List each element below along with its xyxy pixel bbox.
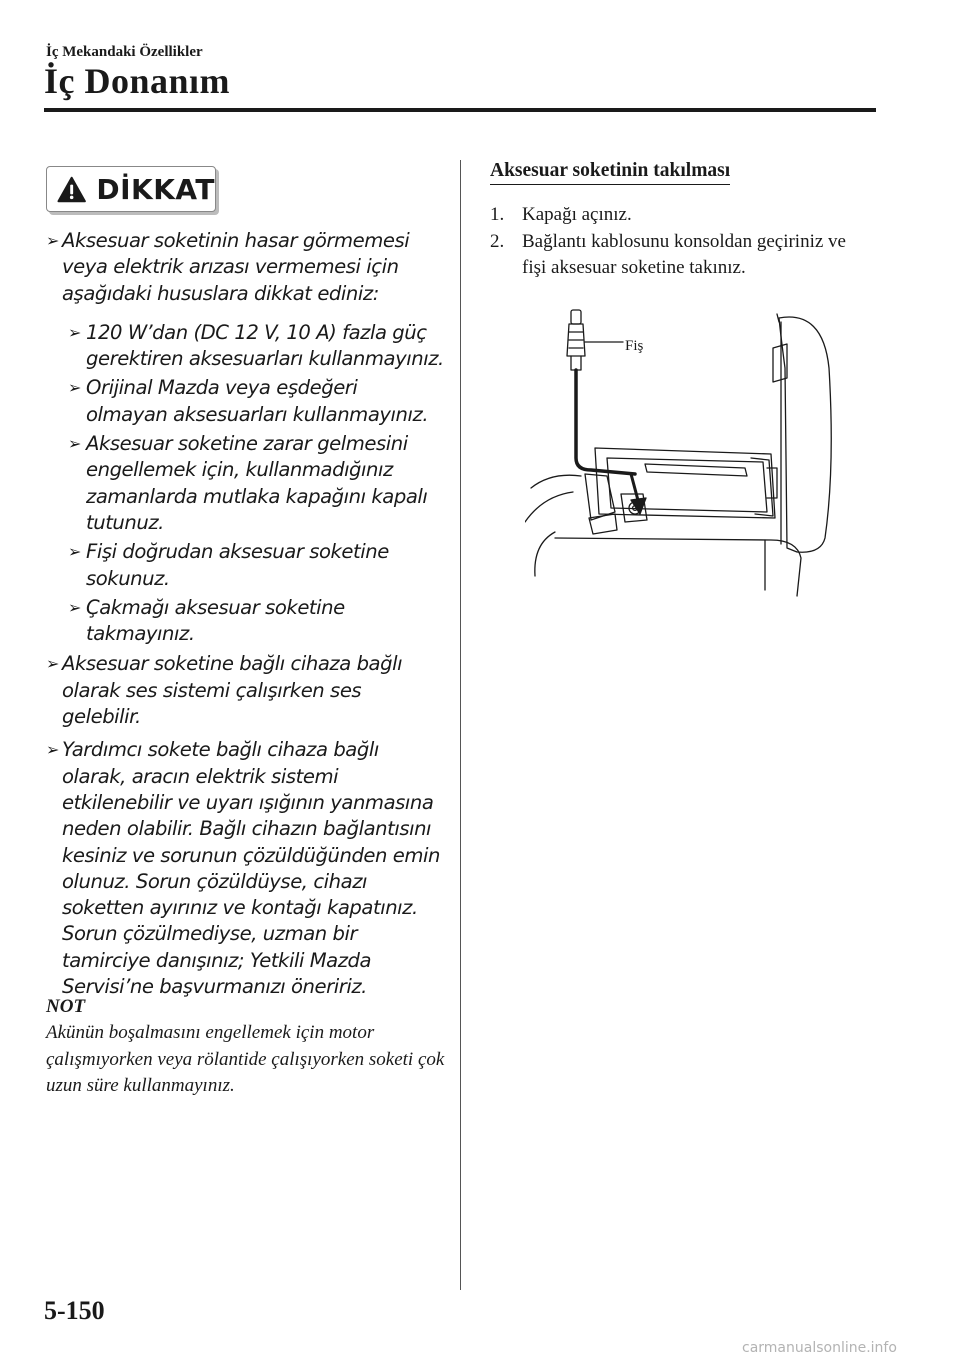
bullet-arrow-icon: ➢ [68,597,81,617]
console-socket-drawing [525,308,845,598]
warning-triangle-icon [57,176,86,203]
bullet-arrow-icon: ➢ [46,654,59,674]
bullet-arrow-icon: ➢ [46,740,59,760]
sub-list-item [44,431,444,536]
section-name: İç Mekandaki Özellikler [46,44,203,60]
page-title: İç Donanım [44,61,231,101]
bullet-arrow-icon: ➢ [68,434,81,454]
sub-list-item-text: Aksesuar soketine zarar gelmesini engellemek için, kullanmadığınız zamanlarda mutlaka kapağını kapalı tutunuz. [86,432,428,534]
list-item [44,737,444,1000]
bullet-arrow-icon: ➢ [68,322,81,342]
list-item-text: Aksesuar soketinin hasar görmemesi veya elektrik arızası vermemesi için aşağıdaki hususlara dikkat ediniz: [62,229,410,305]
sub-list-item-text: 120 W’dan (DC 12 V, 10 A) fazla güç gerektiren aksesuarları kullanmayınız. [86,320,444,371]
bullet-arrow-icon: ➢ [68,378,81,398]
list-item-text: Aksesuar soketine bağlı cihaza bağlı olarak ses sistemi çalışırken ses gelebilir. [62,652,403,729]
step-list [490,202,870,282]
note-text: Akünün boşalmasını engellemek için motor çalışmıyorken veya rölantide çalışıyorken soketi çok uzun süre kullanmayınız. [46,1022,445,1096]
watermark: carmanualsonline.info [742,1340,897,1356]
step-text: Bağlantı kablosunu konsoldan geçiriniz ve fişi aksesuar soketine takınız. [522,230,846,278]
sub-list-item-text: Orijinal Mazda veya eşdeğeri olmayan aksesuarları kullanmayınız. [86,376,429,426]
list-item [44,651,444,730]
section-title: Aksesuar soketinin takılması [490,160,730,185]
sub-list [44,320,444,648]
sub-list-item [44,375,444,428]
step-text: Kapağı açınız. [522,204,632,225]
bullet-arrow-icon: ➢ [68,542,81,562]
note-heading: NOT [46,996,86,1017]
bullet-arrow-icon: ➢ [46,231,59,250]
step-item [490,229,870,282]
step-item [490,202,870,229]
step-number: 2. [490,230,505,252]
caution-list [44,228,444,1000]
sub-list-item [44,595,444,648]
page-number: 5-150 [44,1296,105,1325]
list-item-text: Yardımcı sokete bağlı cihaza bağlı olarak, aracın elektrik sistemi etkilenebilir ve uyarı ışığının yanmasına neden olabilir. Bağlı cihazın bağlantısını kesiniz ve sorunun çözüldüğünden emin olunuz. Sorun çözüldüyse, cihazı soketten ayırınız ve kontağı kapatınız. Sorun çözülmediyse, uzman bir tamirciye danışınız; Yetkili Mazda Servisi’ne başvurmanızı öneririz. [62,738,440,999]
sub-list-item-text: Fişi doğrudan aksesuar soketine sokunuz. [86,540,389,590]
header-rule [44,108,876,112]
step-number: 1. [490,204,505,225]
list-item [44,228,444,307]
caution-box [46,166,216,212]
sub-list-item [44,539,444,592]
sub-list-item [44,320,444,373]
caution-label: DİKKAT [96,172,215,206]
plug-label: Fiş [625,338,644,354]
socket-illustration [525,308,845,598]
sub-list-item-text: Çakmağı aksesuar soketine takmayınız. [86,595,345,646]
column-divider [460,160,461,1290]
